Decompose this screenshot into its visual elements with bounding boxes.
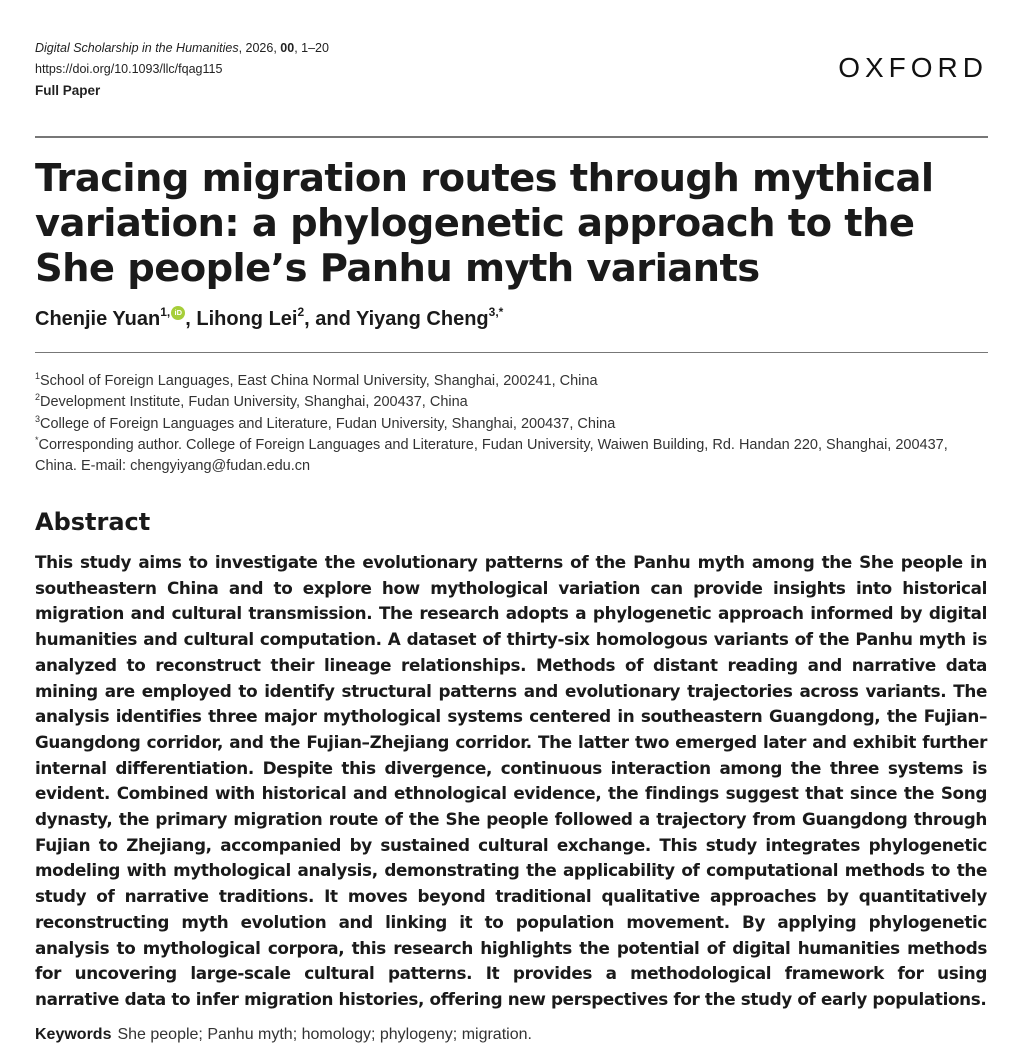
abstract-heading: Abstract	[35, 508, 151, 536]
author-separator: , and	[304, 308, 357, 330]
affiliation-text: School of Foreign Languages, East China Normal University, Shanghai, 200241, China	[40, 373, 598, 389]
affiliation-mark: 2	[35, 392, 41, 403]
orcid-icon[interactable]: iD	[171, 306, 185, 320]
author-name[interactable]: Lihong Lei	[196, 308, 298, 330]
affiliation-text: College of Foreign Languages and Literature, Fudan University, Shanghai, 200437, China	[40, 415, 616, 432]
affiliation-mark: 3	[35, 413, 41, 424]
year-info: , 2026,	[238, 41, 281, 55]
author-name[interactable]: Yiyang Cheng	[356, 308, 489, 330]
keywords-text: She people; Panhu myth; homology; phylogeny; migration.	[117, 1026, 532, 1043]
header-divider	[35, 136, 988, 138]
affiliation-text: Corresponding author. College of Foreign Languages and Literature, Fudan University, Waiwen Building, Rd. Handan 220, Shanghai, 200437, China. E-mail: chengyiyang@fudan.edu.cn	[35, 436, 948, 475]
keywords-label: Keywords	[35, 1026, 112, 1043]
journal-name: Digital Scholarship in the Humanities	[35, 41, 239, 55]
affiliation-text: Development Institute, Fudan University, Shanghai, 200437, China	[40, 394, 468, 411]
author-affiliation-mark: 3,*	[488, 305, 504, 319]
corresponding-author-note	[35, 435, 985, 478]
affiliation-item	[35, 392, 985, 413]
author-name[interactable]: Chenjie Yuan	[35, 308, 161, 330]
volume-number: 00	[280, 41, 295, 55]
doi-link[interactable]: https://doi.org/10.1093/llc/fqag115	[35, 62, 223, 76]
publisher-logo: OXFORD	[838, 52, 988, 83]
paper-type: Full Paper	[35, 83, 101, 98]
page-range: , 1–20	[294, 41, 329, 55]
author-separator: ,	[185, 308, 197, 330]
abstract-text: This study aims to investigate the evolutionary patterns of the Panhu myth among the She people in southeastern China and to explore how mythological variation can provide insights into historical migration and cultural transmission. The research adopts a phylogenetic approach informed by digital humanities and cultural computation. A dataset of thirty-six homologous variants of the Panhu myth is analyzed to reconstruct their lineage relationships. Methods of distant reading and narrative data mining are employed to identify structural patterns and evolutionary trajectories across variants. The analysis identifies three major mythological systems centered in southeastern Guangdong, the Fujian–Guangdong corridor, and the Fujian–Zhejiang corridor. The latter two emerged later and exhibit further internal differentiation. Despite this divergence, continuous interaction among the three systems is evident. Combined with historical and ethnological evidence, the findings suggest that since the Song dynasty, the primary migration route of the She people followed a trajectory from Guangdong through Fujian to Zhejiang, accompanied by sustained cultural exchange. This study integrates phylogenetic modeling with mythological analysis, demonstrating the applicability of computational methods to the study of narrative traditions. It moves beyond traditional qualitative approaches by quantitatively reconstructing myth evolution and linking it to population movement. By applying phylogenetic analysis to mythological corpora, this research highlights the potential of digital humanities methods for uncovering large-scale cultural patterns. It provides a methodological framework for using narrative data to infer migration histories, offering new perspectives for the study of early populations.	[35, 552, 987, 1009]
affiliation-mark: 1	[35, 371, 41, 381]
affiliation-mark: *	[35, 434, 39, 445]
article-meta	[35, 38, 329, 101]
author-affiliation-mark: 1,	[160, 305, 171, 319]
citation-line	[35, 38, 329, 59]
author-list	[35, 306, 503, 331]
keywords-line	[35, 1026, 532, 1044]
article-title: Tracing migration routes through mythical variation: a phylogenetic approach to the She people’s Panhu myth variants	[35, 156, 934, 291]
affiliation-item	[35, 371, 985, 392]
author-affiliation-mark: 2	[297, 305, 305, 319]
author-divider	[35, 352, 988, 353]
affiliation-list	[35, 371, 985, 477]
affiliation-item	[35, 414, 985, 435]
